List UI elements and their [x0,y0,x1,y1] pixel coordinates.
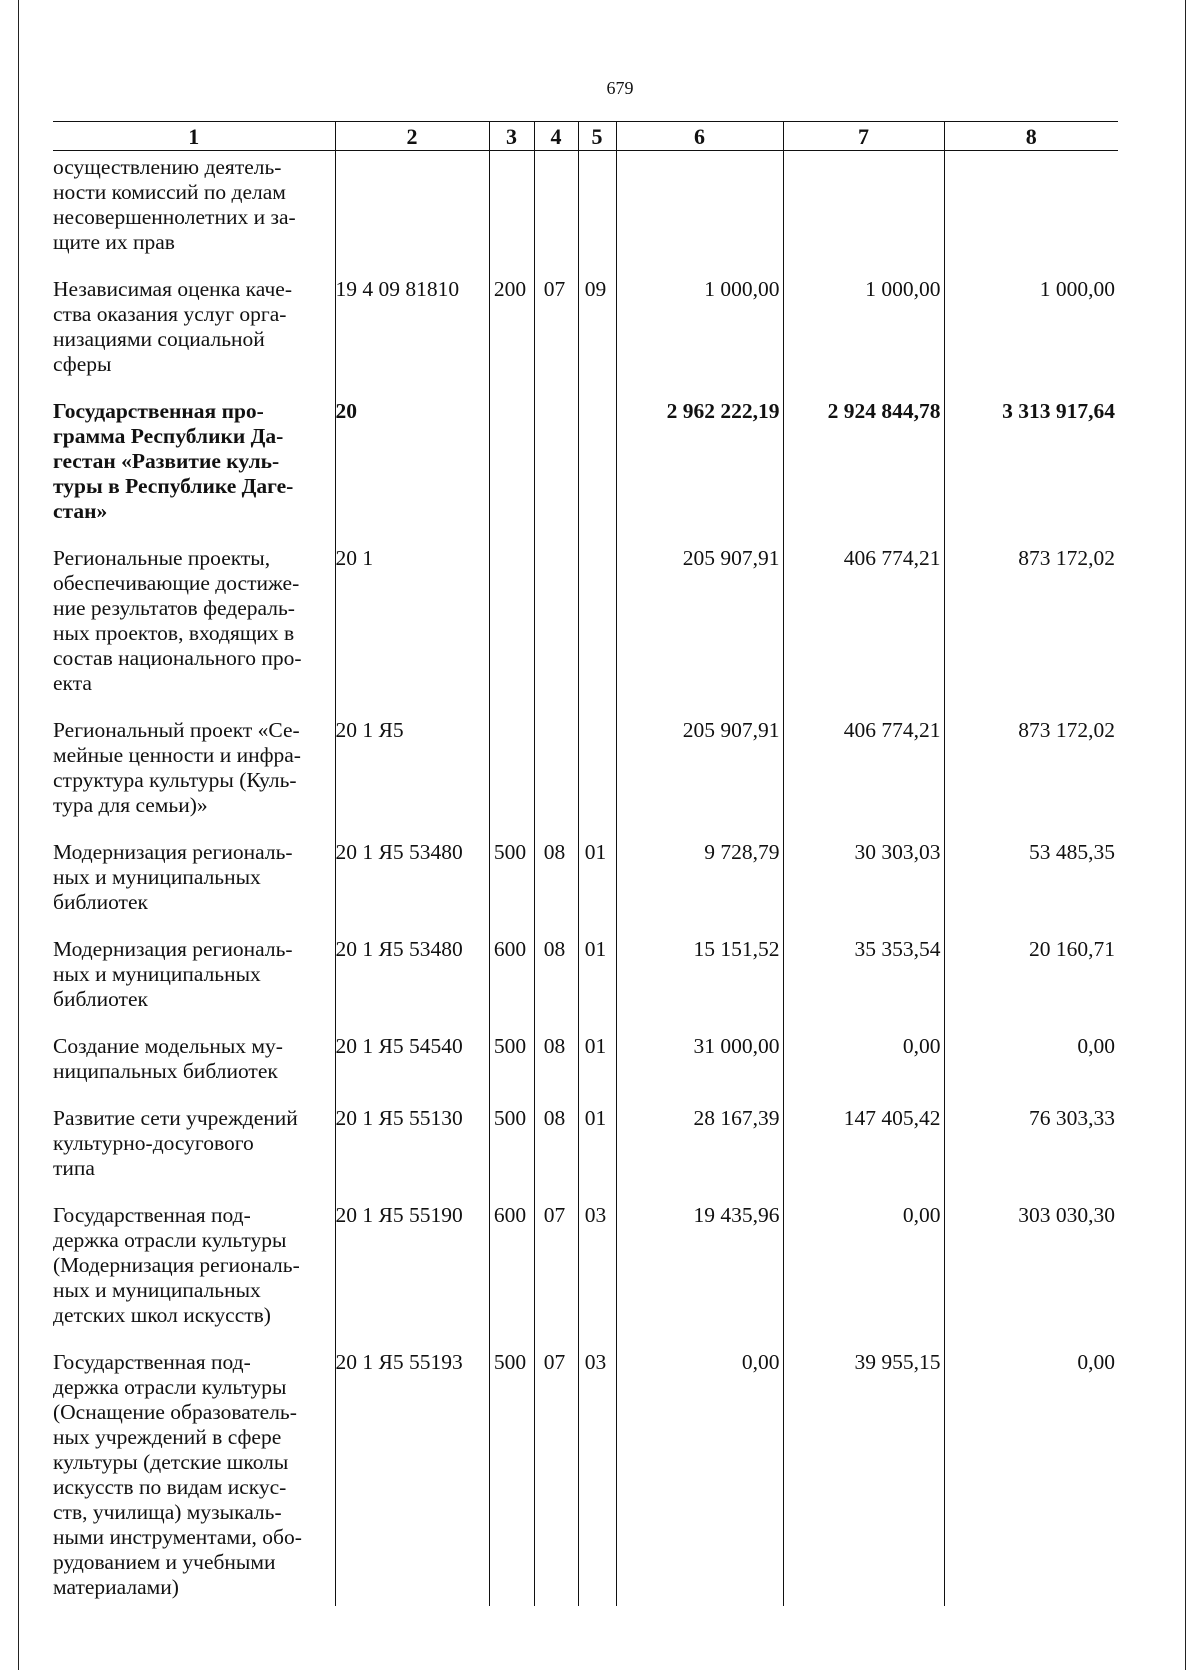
row-value-col6: 205 907,91 [616,524,783,696]
row-col3: 200 [489,255,534,377]
row-classification-code: 19 4 09 81810 [335,255,489,377]
table-row [53,1084,1118,1181]
row-classification-code [335,151,489,256]
row-col5: 01 [578,1012,616,1084]
row-value-col8: 3 313 917,64 [944,377,1118,524]
row-value-col8: 873 172,02 [944,524,1118,696]
table-row [53,524,1118,696]
row-value-col8: 76 303,33 [944,1084,1118,1181]
row-col4: 08 [534,1084,578,1181]
row-col4: 08 [534,915,578,1012]
column-header: 5 [578,122,616,151]
column-header: 7 [783,122,944,151]
row-description: Создание модельных му- ниципальных библиотек [53,1034,283,1083]
row-classification-code: 20 1 Я5 [335,696,489,818]
row-classification-code: 20 1 [335,524,489,696]
row-description: Модернизация региональ- ных и муниципальных библиотек [53,937,293,1011]
row-col3: 500 [489,818,534,915]
row-value-col7: 147 405,42 [783,1084,944,1181]
row-value-col8: 873 172,02 [944,696,1118,818]
row-col5: 03 [578,1328,616,1606]
table-row [53,818,1118,915]
row-description: Независимая оценка каче- ства оказания услуг орга- низациями социальной сферы [53,277,292,376]
row-classification-code: 20 1 Я5 55193 [335,1328,489,1606]
column-header: 1 [53,122,335,151]
row-col5: 01 [578,915,616,1012]
column-header: 3 [489,122,534,151]
column-header: 8 [944,122,1118,151]
table-row [53,151,1118,256]
row-value-col8: 0,00 [944,1328,1118,1606]
row-col5: 03 [578,1181,616,1328]
table-row [53,915,1118,1012]
column-header: 4 [534,122,578,151]
row-col3: 600 [489,915,534,1012]
row-col3: 500 [489,1012,534,1084]
table-row [53,1328,1118,1606]
row-description: Государственная под- держка отрасли культуры (Модернизация региональ- ных и муниципальных детских школ искусств) [53,1203,300,1327]
row-value-col6: 9 728,79 [616,818,783,915]
row-col4: 08 [534,818,578,915]
row-value-col6: 205 907,91 [616,696,783,818]
row-classification-code: 20 1 Я5 53480 [335,818,489,915]
header-row [53,122,1118,151]
row-classification-code: 20 [335,377,489,524]
row-value-col6: 31 000,00 [616,1012,783,1084]
row-col3: 500 [489,1328,534,1606]
table-row [53,1012,1118,1084]
row-col4 [534,377,578,524]
row-col5 [578,377,616,524]
row-classification-code: 20 1 Я5 53480 [335,915,489,1012]
row-col5: 09 [578,255,616,377]
table-row [53,255,1118,377]
row-col5: 01 [578,818,616,915]
row-classification-code: 20 1 Я5 55190 [335,1181,489,1328]
row-value-col6: 1 000,00 [616,255,783,377]
table-row [53,1181,1118,1328]
row-description: Региональные проекты, обеспечивающие достиже- ние результатов федераль- ных проектов, входящих в состав национального про- екта [53,546,302,695]
row-value-col7: 1 000,00 [783,255,944,377]
row-value-col8: 53 485,35 [944,818,1118,915]
row-description: Развитие сети учреждений культурно-досугового типа [53,1106,298,1180]
row-description: Региональный проект «Се- мейные ценности и инфра- структура культуры (Куль- тура для семьи)» [53,718,301,817]
row-value-col7: 30 303,03 [783,818,944,915]
row-col5 [578,151,616,256]
row-col5: 01 [578,1084,616,1181]
row-value-col7 [783,151,944,256]
row-col3: 600 [489,1181,534,1328]
row-col4: 08 [534,1012,578,1084]
row-col4: 07 [534,1328,578,1606]
row-col3 [489,377,534,524]
row-classification-code: 20 1 Я5 55130 [335,1084,489,1181]
row-col3 [489,524,534,696]
row-value-col8: 0,00 [944,1012,1118,1084]
row-value-col6 [616,151,783,256]
row-value-col7: 0,00 [783,1012,944,1084]
table-row [53,377,1118,524]
row-description: осуществлению деятель- ности комиссий по делам несовершеннолетних и за- щите их прав [53,155,296,254]
row-description: Государственная про- грамма Республики Да- гестан «Развитие куль- туры в Республике Даге- стан» [53,399,294,523]
row-col4 [534,151,578,256]
row-value-col8: 303 030,30 [944,1181,1118,1328]
column-header: 6 [616,122,783,151]
row-value-col8 [944,151,1118,256]
row-value-col7: 0,00 [783,1181,944,1328]
row-value-col6: 0,00 [616,1328,783,1606]
row-description: Модернизация региональ- ных и муниципальных библиотек [53,840,293,914]
row-value-col6: 2 962 222,19 [616,377,783,524]
row-col3 [489,696,534,818]
row-col4: 07 [534,255,578,377]
row-col4 [534,696,578,818]
row-value-col8: 1 000,00 [944,255,1118,377]
row-col3 [489,151,534,256]
budget-table [53,121,1118,1606]
row-value-col6: 15 151,52 [616,915,783,1012]
row-value-col6: 28 167,39 [616,1084,783,1181]
row-col4 [534,524,578,696]
row-value-col7: 406 774,21 [783,696,944,818]
row-classification-code: 20 1 Я5 54540 [335,1012,489,1084]
row-value-col7: 2 924 844,78 [783,377,944,524]
column-header: 2 [335,122,489,151]
page-number: 679 [606,78,634,98]
row-value-col7: 35 353,54 [783,915,944,1012]
row-col5 [578,524,616,696]
row-col3: 500 [489,1084,534,1181]
row-col5 [578,696,616,818]
row-value-col6: 19 435,96 [616,1181,783,1328]
table-row [53,696,1118,818]
row-value-col7: 406 774,21 [783,524,944,696]
row-value-col8: 20 160,71 [944,915,1118,1012]
row-description: Государственная под- держка отрасли культуры (Оснащение образователь- ных учреждений в сфере культуры (детские школы искусств по видам искус- ств, училища) музыкаль- ными инструментами, обо- рудованием и учебными материалами) [53,1350,302,1599]
row-col4: 07 [534,1181,578,1328]
row-value-col7: 39 955,15 [783,1328,944,1606]
